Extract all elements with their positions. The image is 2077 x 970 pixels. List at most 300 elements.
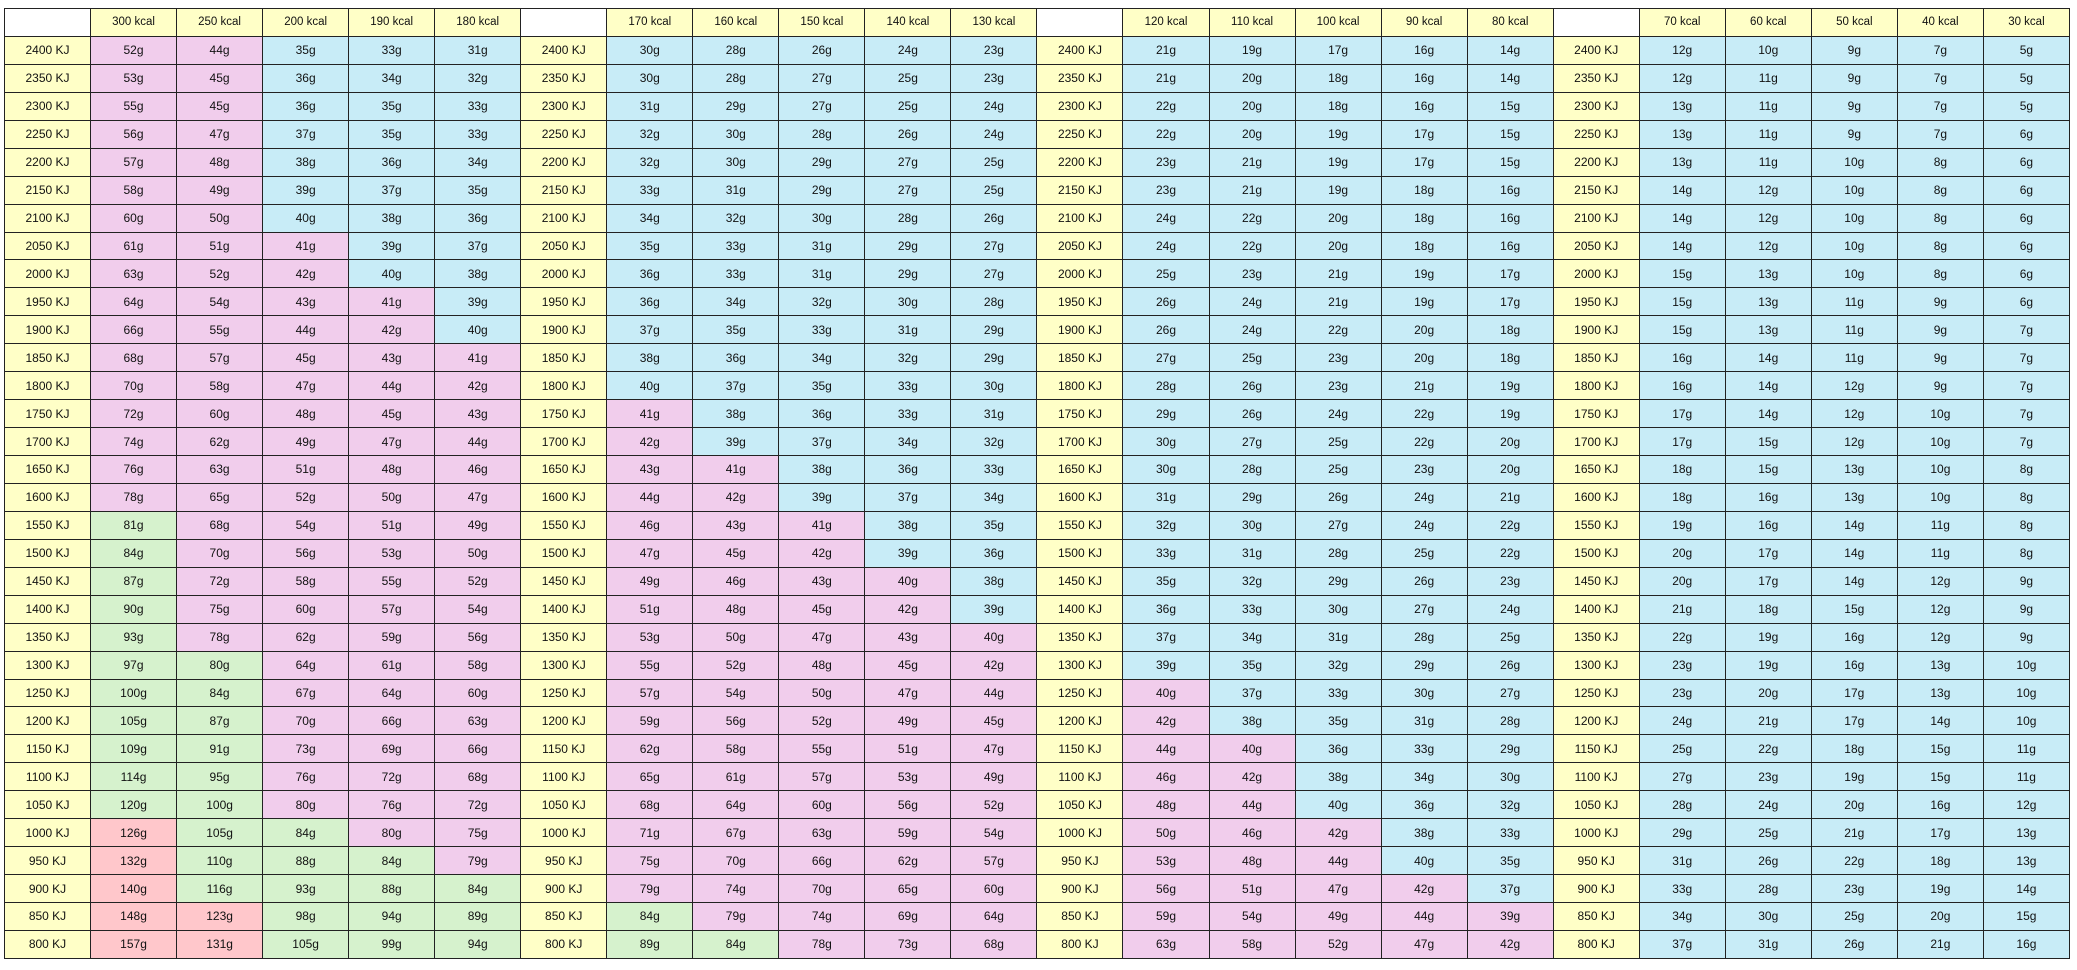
grams-cell[interactable]: 8g [1897,204,1983,232]
grams-cell[interactable]: 131g [177,930,263,958]
grams-cell[interactable]: 105g [91,707,177,735]
grams-cell[interactable]: 22g [1209,232,1295,260]
grams-cell[interactable]: 29g [865,260,951,288]
grams-cell[interactable]: 46g [693,567,779,595]
grams-cell[interactable]: 40g [1123,679,1209,707]
kj-label-cell[interactable]: 1900 KJ [1037,316,1123,344]
grams-cell[interactable]: 105g [263,930,349,958]
grams-cell[interactable]: 12g [1639,64,1725,92]
grams-cell[interactable]: 49g [1295,903,1381,931]
grams-cell[interactable]: 72g [435,791,521,819]
grams-cell[interactable]: 10g [1811,260,1897,288]
grams-cell[interactable]: 48g [349,456,435,484]
grams-cell[interactable]: 22g [1381,400,1467,428]
kj-label-cell[interactable]: 1800 KJ [1553,372,1639,400]
grams-cell[interactable]: 31g [779,260,865,288]
header-blank-cell[interactable] [1553,9,1639,37]
grams-cell[interactable]: 16g [1467,204,1553,232]
grams-cell[interactable]: 62g [263,623,349,651]
kj-label-cell[interactable]: 1900 KJ [521,316,607,344]
grams-cell[interactable]: 60g [177,400,263,428]
grams-cell[interactable]: 26g [1209,400,1295,428]
grams-cell[interactable]: 29g [951,316,1037,344]
grams-cell[interactable]: 23g [1295,372,1381,400]
kj-label-cell[interactable]: 850 KJ [1037,903,1123,931]
kj-label-cell[interactable]: 1900 KJ [1553,316,1639,344]
grams-cell[interactable]: 10g [1983,651,2069,679]
grams-cell[interactable]: 27g [865,176,951,204]
kcal-header-cell[interactable]: 170 kcal [607,9,693,37]
grams-cell[interactable]: 36g [435,204,521,232]
grams-cell[interactable]: 27g [779,92,865,120]
kj-label-cell[interactable]: 1500 KJ [5,539,91,567]
grams-cell[interactable]: 35g [349,120,435,148]
grams-cell[interactable]: 25g [1467,623,1553,651]
grams-cell[interactable]: 12g [1639,36,1725,64]
grams-cell[interactable]: 114g [91,763,177,791]
grams-cell[interactable]: 13g [1897,679,1983,707]
grams-cell[interactable]: 48g [693,595,779,623]
grams-cell[interactable]: 21g [1381,372,1467,400]
grams-cell[interactable]: 42g [263,260,349,288]
grams-cell[interactable]: 64g [693,791,779,819]
grams-cell[interactable]: 109g [91,735,177,763]
grams-cell[interactable]: 14g [1467,36,1553,64]
grams-cell[interactable]: 15g [1467,120,1553,148]
kj-label-cell[interactable]: 1250 KJ [1037,679,1123,707]
kj-label-cell[interactable]: 1400 KJ [5,595,91,623]
grams-cell[interactable]: 10g [1811,204,1897,232]
grams-cell[interactable]: 20g [1209,64,1295,92]
grams-cell[interactable]: 23g [1725,763,1811,791]
grams-cell[interactable]: 52g [263,483,349,511]
grams-cell[interactable]: 94g [349,903,435,931]
grams-cell[interactable]: 34g [693,288,779,316]
grams-cell[interactable]: 57g [779,763,865,791]
grams-cell[interactable]: 73g [263,735,349,763]
kj-label-cell[interactable]: 1150 KJ [521,735,607,763]
kj-label-cell[interactable]: 1000 KJ [1553,819,1639,847]
grams-cell[interactable]: 54g [435,595,521,623]
grams-cell[interactable]: 24g [951,120,1037,148]
grams-cell[interactable]: 74g [779,903,865,931]
grams-cell[interactable]: 12g [1811,372,1897,400]
kj-label-cell[interactable]: 1650 KJ [1037,456,1123,484]
grams-cell[interactable]: 13g [1983,819,2069,847]
kj-label-cell[interactable]: 1550 KJ [5,511,91,539]
grams-cell[interactable]: 18g [1811,735,1897,763]
kj-label-cell[interactable]: 1100 KJ [1037,763,1123,791]
grams-cell[interactable]: 6g [1983,176,2069,204]
grams-cell[interactable]: 88g [349,875,435,903]
kj-label-cell[interactable]: 2350 KJ [1553,64,1639,92]
grams-cell[interactable]: 40g [349,260,435,288]
grams-cell[interactable]: 5g [1983,36,2069,64]
kj-label-cell[interactable]: 1500 KJ [521,539,607,567]
grams-cell[interactable]: 34g [435,148,521,176]
kj-label-cell[interactable]: 1500 KJ [1037,539,1123,567]
grams-cell[interactable]: 16g [1467,232,1553,260]
grams-cell[interactable]: 7g [1983,400,2069,428]
grams-cell[interactable]: 47g [349,428,435,456]
grams-cell[interactable]: 36g [1381,791,1467,819]
grams-cell[interactable]: 29g [865,232,951,260]
grams-cell[interactable]: 84g [349,847,435,875]
kcal-header-cell[interactable]: 190 kcal [349,9,435,37]
grams-cell[interactable]: 14g [1811,539,1897,567]
grams-cell[interactable]: 29g [1467,735,1553,763]
grams-cell[interactable]: 27g [1123,344,1209,372]
grams-cell[interactable]: 62g [607,735,693,763]
grams-cell[interactable]: 30g [1295,595,1381,623]
grams-cell[interactable]: 16g [1897,791,1983,819]
kj-label-cell[interactable]: 2150 KJ [1553,176,1639,204]
grams-cell[interactable]: 18g [1381,204,1467,232]
kj-label-cell[interactable]: 2250 KJ [521,120,607,148]
kj-label-cell[interactable]: 800 KJ [1037,930,1123,958]
grams-cell[interactable]: 45g [263,344,349,372]
grams-cell[interactable]: 18g [1381,232,1467,260]
grams-cell[interactable]: 23g [1639,679,1725,707]
grams-cell[interactable]: 32g [1209,567,1295,595]
grams-cell[interactable]: 20g [1209,92,1295,120]
grams-cell[interactable]: 15g [1639,316,1725,344]
grams-cell[interactable]: 44g [1123,735,1209,763]
grams-cell[interactable]: 17g [1467,260,1553,288]
grams-cell[interactable]: 16g [1639,344,1725,372]
grams-cell[interactable]: 44g [607,483,693,511]
grams-cell[interactable]: 7g [1897,36,1983,64]
grams-cell[interactable]: 51g [607,595,693,623]
grams-cell[interactable]: 66g [779,847,865,875]
grams-cell[interactable]: 31g [1209,539,1295,567]
grams-cell[interactable]: 14g [1639,176,1725,204]
kj-label-cell[interactable]: 1000 KJ [1037,819,1123,847]
grams-cell[interactable]: 48g [779,651,865,679]
grams-cell[interactable]: 22g [1123,120,1209,148]
kj-label-cell[interactable]: 2350 KJ [521,64,607,92]
grams-cell[interactable]: 36g [263,64,349,92]
grams-cell[interactable]: 14g [1897,707,1983,735]
grams-cell[interactable]: 72g [349,763,435,791]
grams-cell[interactable]: 13g [1811,483,1897,511]
grams-cell[interactable]: 44g [951,679,1037,707]
grams-cell[interactable]: 13g [1639,148,1725,176]
grams-cell[interactable]: 49g [263,428,349,456]
grams-cell[interactable]: 19g [1725,651,1811,679]
grams-cell[interactable]: 24g [1381,511,1467,539]
grams-cell[interactable]: 40g [263,204,349,232]
kj-label-cell[interactable]: 850 KJ [521,903,607,931]
grams-cell[interactable]: 14g [1725,344,1811,372]
grams-cell[interactable]: 39g [263,176,349,204]
kj-label-cell[interactable]: 1050 KJ [1037,791,1123,819]
kj-label-cell[interactable]: 1150 KJ [1553,735,1639,763]
grams-cell[interactable]: 33g [435,120,521,148]
grams-cell[interactable]: 27g [1467,679,1553,707]
grams-cell[interactable]: 29g [693,92,779,120]
grams-cell[interactable]: 56g [693,707,779,735]
grams-cell[interactable]: 32g [1295,651,1381,679]
grams-cell[interactable]: 20g [1381,344,1467,372]
grams-cell[interactable]: 31g [865,316,951,344]
grams-cell[interactable]: 14g [1983,875,2069,903]
grams-cell[interactable]: 47g [177,120,263,148]
kcal-header-cell[interactable]: 70 kcal [1639,9,1725,37]
grams-cell[interactable]: 36g [349,148,435,176]
grams-cell[interactable]: 21g [1725,707,1811,735]
grams-cell[interactable]: 25g [1123,260,1209,288]
grams-cell[interactable]: 14g [1467,64,1553,92]
grams-cell[interactable]: 57g [349,595,435,623]
grams-cell[interactable]: 42g [865,595,951,623]
grams-cell[interactable]: 65g [865,875,951,903]
grams-cell[interactable]: 9g [1811,36,1897,64]
kj-label-cell[interactable]: 1350 KJ [5,623,91,651]
grams-cell[interactable]: 30g [1725,903,1811,931]
grams-cell[interactable]: 30g [693,120,779,148]
grams-cell[interactable]: 47g [951,735,1037,763]
grams-cell[interactable]: 10g [1983,679,2069,707]
grams-cell[interactable]: 23g [1209,260,1295,288]
grams-cell[interactable]: 29g [779,148,865,176]
grams-cell[interactable]: 26g [779,36,865,64]
grams-cell[interactable]: 19g [1467,372,1553,400]
grams-cell[interactable]: 9g [1811,64,1897,92]
grams-cell[interactable]: 47g [779,623,865,651]
grams-cell[interactable]: 37g [1123,623,1209,651]
grams-cell[interactable]: 35g [779,372,865,400]
grams-cell[interactable]: 38g [951,567,1037,595]
kj-label-cell[interactable]: 1850 KJ [1037,344,1123,372]
grams-cell[interactable]: 14g [1811,511,1897,539]
grams-cell[interactable]: 29g [1381,651,1467,679]
grams-cell[interactable]: 157g [91,930,177,958]
kj-label-cell[interactable]: 2150 KJ [5,176,91,204]
grams-cell[interactable]: 10g [1811,232,1897,260]
kj-label-cell[interactable]: 1550 KJ [521,511,607,539]
grams-cell[interactable]: 55g [91,92,177,120]
grams-cell[interactable]: 30g [779,204,865,232]
grams-cell[interactable]: 76g [263,763,349,791]
kcal-header-cell[interactable]: 130 kcal [951,9,1037,37]
grams-cell[interactable]: 10g [1897,483,1983,511]
grams-cell[interactable]: 6g [1983,260,2069,288]
grams-cell[interactable]: 15g [1897,735,1983,763]
grams-cell[interactable]: 31g [607,92,693,120]
grams-cell[interactable]: 6g [1983,120,2069,148]
kj-label-cell[interactable]: 900 KJ [1553,875,1639,903]
grams-cell[interactable]: 52g [91,36,177,64]
grams-cell[interactable]: 60g [779,791,865,819]
grams-cell[interactable]: 13g [1897,651,1983,679]
grams-cell[interactable]: 73g [865,930,951,958]
grams-cell[interactable]: 21g [1123,64,1209,92]
grams-cell[interactable]: 8g [1897,260,1983,288]
grams-cell[interactable]: 12g [1897,623,1983,651]
kj-label-cell[interactable]: 2000 KJ [5,260,91,288]
kcal-header-cell[interactable]: 150 kcal [779,9,865,37]
kj-label-cell[interactable]: 1050 KJ [1553,791,1639,819]
grams-cell[interactable]: 61g [349,651,435,679]
kj-label-cell[interactable]: 1100 KJ [5,763,91,791]
grams-cell[interactable]: 34g [1381,763,1467,791]
kj-label-cell[interactable]: 2100 KJ [5,204,91,232]
grams-cell[interactable]: 20g [1467,428,1553,456]
grams-cell[interactable]: 60g [951,875,1037,903]
kj-label-cell[interactable]: 1200 KJ [521,707,607,735]
grams-cell[interactable]: 16g [1811,623,1897,651]
grams-cell[interactable]: 47g [263,372,349,400]
grams-cell[interactable]: 32g [1123,511,1209,539]
grams-cell[interactable]: 94g [435,930,521,958]
grams-cell[interactable]: 45g [865,651,951,679]
kj-label-cell[interactable]: 900 KJ [521,875,607,903]
kj-label-cell[interactable]: 1750 KJ [521,400,607,428]
grams-cell[interactable]: 52g [693,651,779,679]
grams-cell[interactable]: 79g [607,875,693,903]
kj-label-cell[interactable]: 1800 KJ [5,372,91,400]
grams-cell[interactable]: 17g [1811,707,1897,735]
grams-cell[interactable]: 32g [1467,791,1553,819]
grams-cell[interactable]: 57g [951,847,1037,875]
kj-label-cell[interactable]: 950 KJ [1037,847,1123,875]
kj-label-cell[interactable]: 1950 KJ [521,288,607,316]
grams-cell[interactable]: 74g [91,428,177,456]
grams-cell[interactable]: 91g [177,735,263,763]
grams-cell[interactable]: 43g [693,511,779,539]
kj-label-cell[interactable]: 1450 KJ [521,567,607,595]
grams-cell[interactable]: 33g [1467,819,1553,847]
grams-cell[interactable]: 17g [1639,428,1725,456]
header-blank-cell[interactable] [521,9,607,37]
grams-cell[interactable]: 21g [1123,36,1209,64]
grams-cell[interactable]: 18g [1381,176,1467,204]
kj-label-cell[interactable]: 1050 KJ [5,791,91,819]
grams-cell[interactable]: 68g [607,791,693,819]
grams-cell[interactable]: 9g [1897,316,1983,344]
grams-cell[interactable]: 21g [1639,595,1725,623]
grams-cell[interactable]: 28g [1381,623,1467,651]
grams-cell[interactable]: 48g [1123,791,1209,819]
grams-cell[interactable]: 15g [1639,288,1725,316]
grams-cell[interactable]: 51g [177,232,263,260]
grams-cell[interactable]: 12g [1897,567,1983,595]
grams-cell[interactable]: 126g [91,819,177,847]
grams-cell[interactable]: 41g [263,232,349,260]
kj-label-cell[interactable]: 1700 KJ [1037,428,1123,456]
grams-cell[interactable]: 67g [263,679,349,707]
grams-cell[interactable]: 52g [435,567,521,595]
kj-label-cell[interactable]: 1600 KJ [1037,483,1123,511]
grams-cell[interactable]: 27g [1381,595,1467,623]
kj-label-cell[interactable]: 1350 KJ [521,623,607,651]
kcal-header-cell[interactable]: 180 kcal [435,9,521,37]
grams-cell[interactable]: 20g [1811,791,1897,819]
grams-cell[interactable]: 24g [1123,204,1209,232]
grams-cell[interactable]: 44g [1209,791,1295,819]
grams-cell[interactable]: 26g [1725,847,1811,875]
grams-cell[interactable]: 93g [91,623,177,651]
grams-cell[interactable]: 45g [349,400,435,428]
grams-cell[interactable]: 25g [1295,456,1381,484]
grams-cell[interactable]: 72g [91,400,177,428]
grams-cell[interactable]: 12g [1725,176,1811,204]
grams-cell[interactable]: 58g [435,651,521,679]
kj-label-cell[interactable]: 2400 KJ [5,36,91,64]
kj-label-cell[interactable]: 1700 KJ [5,428,91,456]
kj-label-cell[interactable]: 1200 KJ [1553,707,1639,735]
grams-cell[interactable]: 7g [1983,428,2069,456]
grams-cell[interactable]: 40g [951,623,1037,651]
grams-cell[interactable]: 42g [779,539,865,567]
grams-cell[interactable]: 45g [177,92,263,120]
grams-cell[interactable]: 25g [865,92,951,120]
kj-label-cell[interactable]: 1250 KJ [1553,679,1639,707]
grams-cell[interactable]: 20g [1725,679,1811,707]
grams-cell[interactable]: 17g [1295,36,1381,64]
grams-cell[interactable]: 9g [1897,344,1983,372]
grams-cell[interactable]: 24g [1467,595,1553,623]
grams-cell[interactable]: 28g [1209,456,1295,484]
grams-cell[interactable]: 68g [91,344,177,372]
grams-cell[interactable]: 26g [951,204,1037,232]
grams-cell[interactable]: 26g [1295,483,1381,511]
kj-label-cell[interactable]: 1600 KJ [1553,483,1639,511]
grams-cell[interactable]: 12g [1983,791,2069,819]
kj-label-cell[interactable]: 2100 KJ [1037,204,1123,232]
grams-cell[interactable]: 18g [1467,316,1553,344]
kcal-header-cell[interactable]: 60 kcal [1725,9,1811,37]
grams-cell[interactable]: 15g [1467,148,1553,176]
grams-cell[interactable]: 28g [1467,707,1553,735]
grams-cell[interactable]: 25g [951,148,1037,176]
grams-cell[interactable]: 72g [177,567,263,595]
grams-cell[interactable]: 63g [435,707,521,735]
grams-cell[interactable]: 63g [1123,930,1209,958]
grams-cell[interactable]: 37g [435,232,521,260]
grams-cell[interactable]: 21g [1467,483,1553,511]
grams-cell[interactable]: 58g [91,176,177,204]
grams-cell[interactable]: 25g [1725,819,1811,847]
grams-cell[interactable]: 47g [435,483,521,511]
grams-cell[interactable]: 63g [177,456,263,484]
grams-cell[interactable]: 89g [435,903,521,931]
grams-cell[interactable]: 28g [951,288,1037,316]
grams-cell[interactable]: 42g [1209,763,1295,791]
grams-cell[interactable]: 21g [1811,819,1897,847]
grams-cell[interactable]: 23g [1295,344,1381,372]
grams-cell[interactable]: 16g [1811,651,1897,679]
kj-label-cell[interactable]: 1850 KJ [521,344,607,372]
grams-cell[interactable]: 19g [1209,36,1295,64]
grams-cell[interactable]: 10g [1897,456,1983,484]
grams-cell[interactable]: 43g [607,456,693,484]
grams-cell[interactable]: 38g [1295,763,1381,791]
grams-cell[interactable]: 79g [693,903,779,931]
grams-cell[interactable]: 33g [865,400,951,428]
grams-cell[interactable]: 23g [1639,651,1725,679]
kj-label-cell[interactable]: 1000 KJ [5,819,91,847]
grams-cell[interactable]: 44g [435,428,521,456]
grams-cell[interactable]: 11g [1725,148,1811,176]
kj-label-cell[interactable]: 2000 KJ [521,260,607,288]
kj-label-cell[interactable]: 950 KJ [521,847,607,875]
grams-cell[interactable]: 23g [1467,567,1553,595]
grams-cell[interactable]: 18g [1467,344,1553,372]
grams-cell[interactable]: 70g [779,875,865,903]
grams-cell[interactable]: 41g [693,456,779,484]
